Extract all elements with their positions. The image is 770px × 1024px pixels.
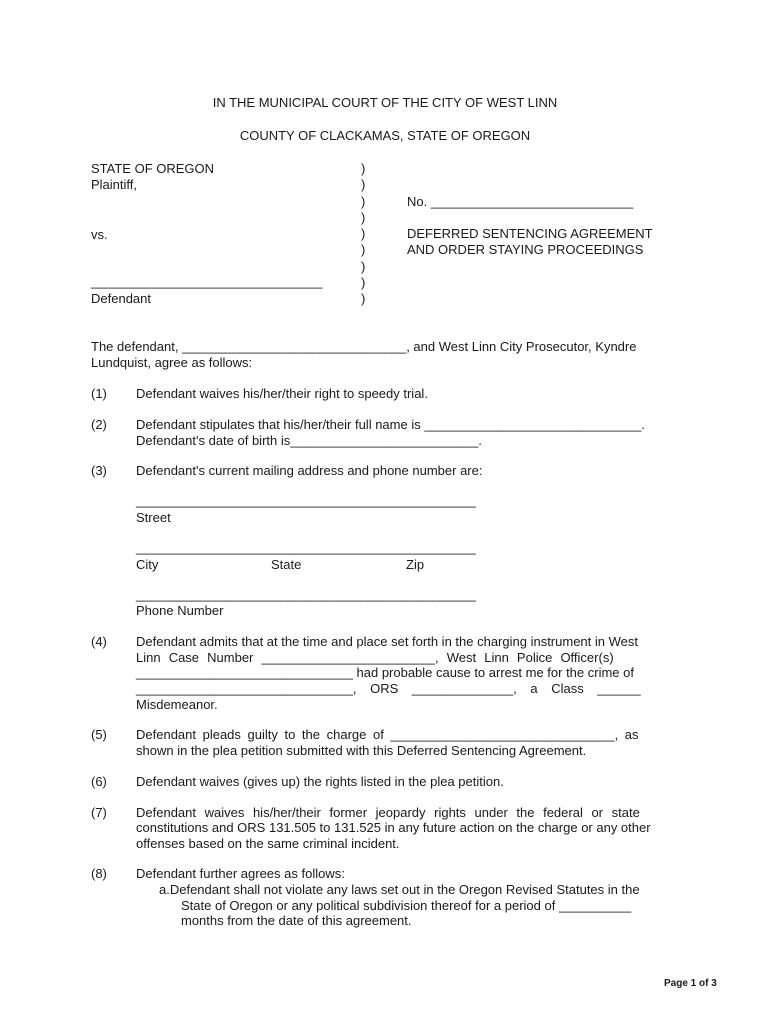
paren: ): [361, 177, 366, 193]
zip-label: Zip: [406, 557, 425, 572]
paren: ): [361, 226, 366, 242]
caption-parentheses: [361, 161, 365, 308]
case-number-field: No. ____________________________: [407, 194, 634, 209]
intro-line-2: Lundquist, agree as follows:: [91, 355, 253, 370]
court-heading: IN THE MUNICIPAL COURT OF THE CITY OF WEST LINN: [212, 95, 558, 110]
item-5-line-2: shown in the plea petition submitted with this Deferred Sentencing Agreement.: [136, 743, 587, 758]
item-7-line-2: constitutions and ORS 131.505 to 131.525 in any future action on the charge or any other: [136, 820, 651, 835]
paren: ): [361, 193, 366, 209]
item-number: (8): [91, 866, 107, 881]
item-number: (6): [91, 774, 107, 789]
city-state-zip-line: _______________________________________________: [136, 540, 476, 555]
item-number: (4): [91, 634, 107, 649]
phone-label: Phone Number: [136, 603, 224, 618]
item-4-line-5: Misdemeanor.: [136, 697, 218, 712]
phone-line: _______________________________________________: [136, 587, 476, 602]
item-2-date-of-birth: Defendant's date of birth is__________________________.: [136, 433, 482, 448]
paren: ): [361, 242, 366, 258]
item-7-line-3: offenses based on the same criminal incident.: [136, 836, 400, 851]
paren: ): [361, 258, 366, 274]
document-title-line-2: AND ORDER STAYING PROCEEDINGS: [407, 242, 644, 257]
item-2-full-name: Defendant stipulates that his/her/their full name is ______________________________.: [136, 417, 645, 432]
defendant-name-line: ________________________________: [91, 274, 323, 289]
item-4-line-2: Linn Case Number ________________________, West Linn Police Officer(s): [136, 650, 614, 665]
item-8a-line-1: a.Defendant shall not violate any laws set out in the Oregon Revised Statutes in the: [159, 882, 640, 897]
street-label: Street: [136, 510, 171, 525]
item-8a-line-2: State of Oregon or any political subdivision thereof for a period of __________: [181, 898, 632, 913]
item-8-text: Defendant further agrees as follows:: [136, 866, 345, 881]
item-4-line-3: ______________________________ had probable cause to arrest me for the crime of: [136, 665, 634, 680]
item-5-line-1: Defendant pleads guilty to the charge of _______________________________, as: [136, 727, 639, 742]
defendant-label: Defendant: [91, 291, 151, 306]
item-6-text: Defendant waives (gives up) the rights listed in the plea petition.: [136, 774, 504, 789]
item-number: (1): [91, 386, 107, 401]
city-label: City: [136, 557, 159, 572]
plaintiff-name: STATE OF OREGON: [91, 161, 215, 176]
item-7-line-1: Defendant waives his/her/their former jeopardy rights under the federal or state: [136, 805, 640, 820]
paren: ): [361, 291, 366, 307]
item-number: (2): [91, 417, 107, 432]
street-line: _______________________________________________: [136, 493, 476, 508]
item-1-text: Defendant waives his/her/their right to speedy trial.: [136, 386, 428, 401]
paren: ): [361, 275, 366, 291]
paren: ): [361, 209, 366, 225]
paren: ): [361, 161, 366, 176]
item-4-line-1: Defendant admits that at the time and place set forth in the charging instrument in West: [136, 634, 638, 649]
item-number: (5): [91, 727, 107, 742]
item-8a-line-3: months from the date of this agreement.: [181, 913, 412, 928]
page-number: Page 1 of 3: [664, 978, 717, 989]
state-label: State: [271, 557, 302, 572]
versus-label: vs.: [91, 227, 108, 242]
document-title-line-1: DEFERRED SENTENCING AGREEMENT: [407, 226, 653, 241]
plaintiff-label: Plaintiff,: [91, 177, 138, 192]
item-number: (3): [91, 463, 107, 478]
item-3-text: Defendant's current mailing address and phone number are:: [136, 463, 483, 478]
item-number: (7): [91, 805, 107, 820]
item-4-line-4: ______________________________, ORS ______________, a Class ______: [136, 681, 641, 696]
county-heading: COUNTY OF CLACKAMAS, STATE OF OREGON: [239, 128, 531, 143]
intro-line-1: The defendant, _______________________________, and West Linn City Prosecutor, Kyndre: [91, 339, 637, 354]
